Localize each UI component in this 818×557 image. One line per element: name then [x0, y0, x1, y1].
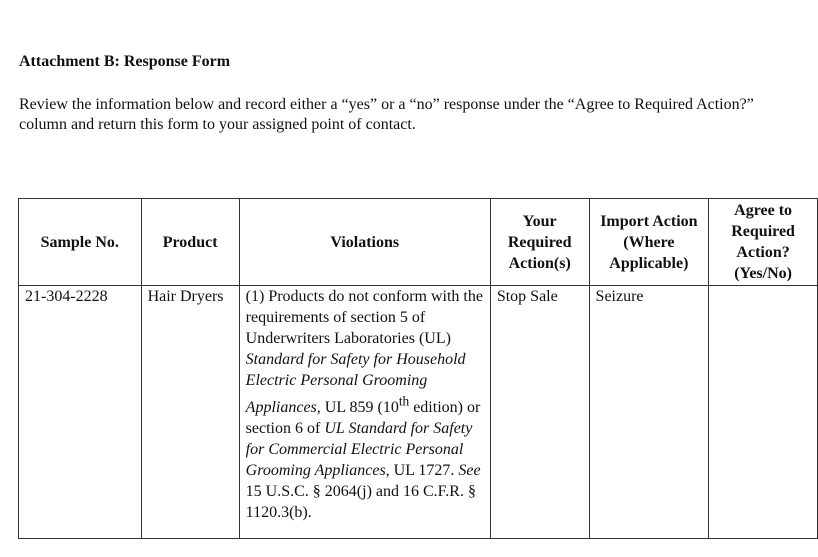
table-row — [19, 286, 818, 539]
violations-superscript: th — [398, 394, 410, 409]
cell-product: Hair Dryers — [141, 286, 239, 539]
violations-text-5: 15 U.S.C. § 2064(j) and 16 C.F.R. § 1120.3(b). — [245, 483, 476, 522]
violations-text-4: , UL 1727. — [385, 462, 459, 480]
cell-violations — [239, 286, 490, 539]
header-required-action: Your Required Action(s) — [490, 199, 589, 286]
cell-agree-response[interactable] — [709, 286, 818, 539]
form-title: Attachment B: Response Form — [19, 53, 231, 70]
header-import-action: Import Action (Where Applicable) — [589, 199, 709, 286]
instructions — [19, 95, 779, 135]
header-violations: Violations — [239, 199, 490, 286]
header-agree: Agree to Required Action? (Yes/No) — [709, 199, 818, 286]
header-product: Product — [141, 199, 239, 286]
header-sample-no: Sample No. — [19, 199, 142, 286]
violations-text — [246, 288, 483, 521]
violations-standard-title-2: UL Standard for Safety for Commercial Electric Personal Grooming Appliances — [245, 420, 473, 480]
violations-standard-title-1: Standard for Safety for Household Electric Personal Grooming Appliances — [245, 351, 466, 417]
response-table — [18, 198, 818, 539]
table-header-row — [19, 199, 818, 286]
cell-required-action: Stop Sale — [490, 286, 589, 539]
instructions-text: Review the information below and record either a “yes” or a “no” response under the “Agree to Required Action?” column and return this form to your assigned point of contact. — [19, 96, 754, 133]
cell-import-action: Seizure — [589, 286, 709, 539]
violations-text-2: , UL 859 (10 — [316, 399, 399, 417]
violations-see-signal: See — [458, 462, 481, 480]
cell-sample-no: 21-304-2228 — [19, 286, 142, 539]
violations-text-1: (1) Products do not conform with the requirements of section 5 of Underwriters Laboratories (UL) — [245, 288, 483, 347]
violations-text-3: edition) or section 6 of — [245, 399, 481, 438]
